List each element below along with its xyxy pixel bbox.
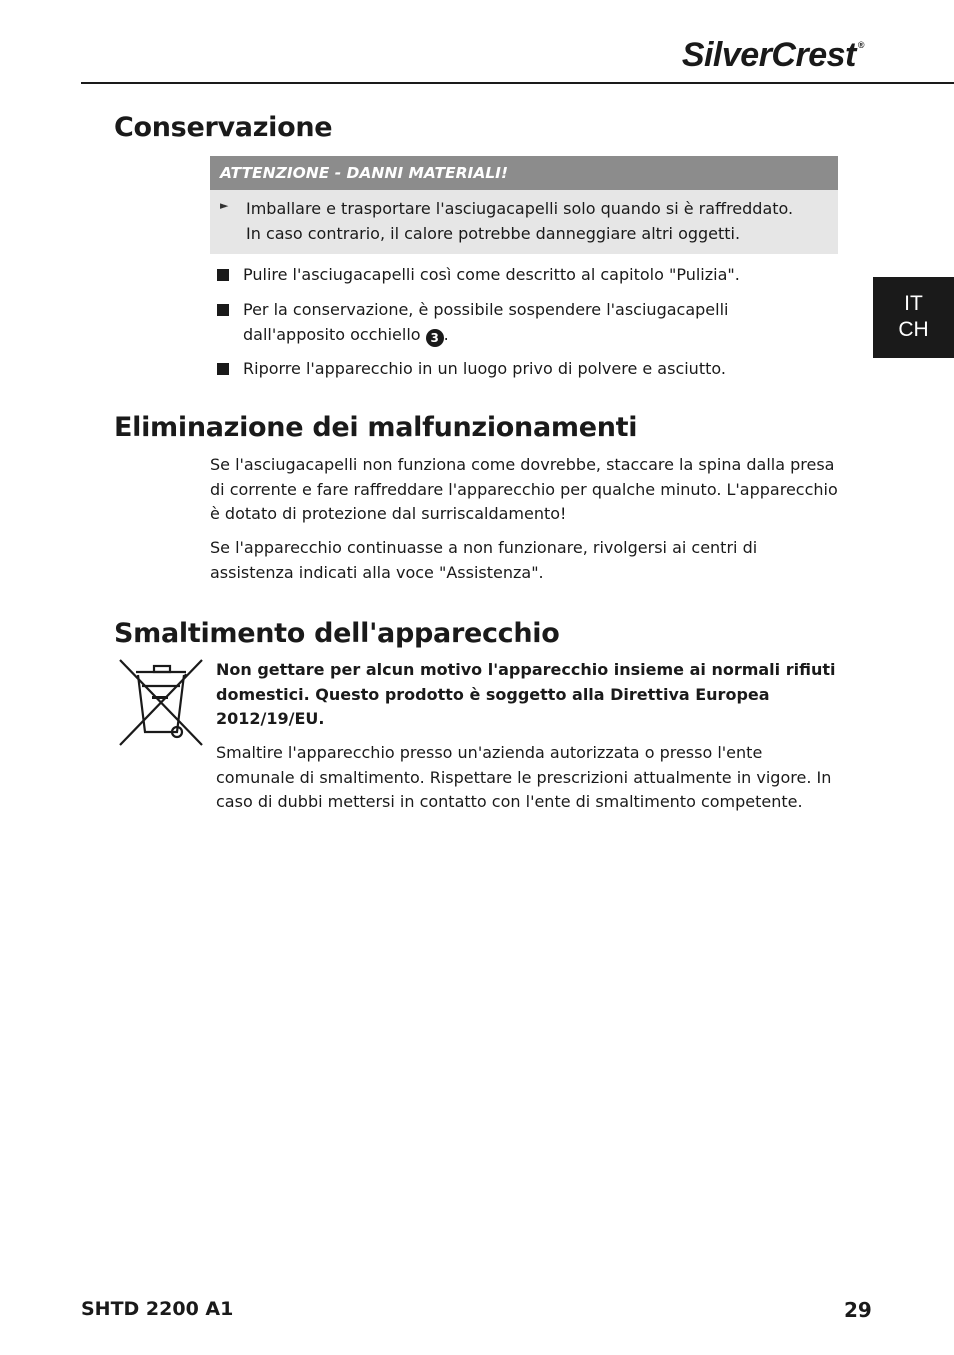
footer-model-number: SHTD 2200 A1 [81, 1298, 234, 1320]
list-item-text: Per la conservazione, è possibile sospendere l'asciugacapelli dall'apposito occhiello [243, 300, 729, 344]
paragraph: Smaltire l'apparecchio presso un'azienda autorizzata o presso l'ente comunale di smaltimento. Rispettare le prescrizioni attualmente in vigore. In caso di dubbi mettersi in contatto con l'ente di smaltimento competente. [216, 743, 832, 811]
header-rule [81, 82, 954, 84]
language-tab-ch: CH [898, 318, 929, 341]
section-title-smaltimento: Smaltimento dell'apparecchio [114, 618, 560, 649]
section-title-conservazione: Conservazione [114, 112, 333, 143]
brand-name: SilverCrest [681, 36, 856, 74]
paragraph: Se l'asciugacapelli non funziona come dovrebbe, staccare la spina dalla presa di corrente e fare raffreddare l'apparecchio per qualche minuto. L'apparecchio è dotato di protezione dal surriscaldamento! [210, 455, 838, 523]
paragraph: Se l'apparecchio continuasse a non funzionare, rivolgersi ai centri di assistenza indicati alla voce "Assistenza". [210, 538, 758, 582]
page-number: 29 [844, 1298, 872, 1322]
list-item: Riporre l'apparecchio in un luogo privo di polvere e asciutto. [243, 359, 726, 378]
reference-number-badge: 3 [426, 329, 444, 347]
list-item: Pulire l'asciugacapelli così come descritto al capitolo "Pulizia". [243, 265, 740, 284]
section-title-malfunzionamenti: Eliminazione dei malfunzionamenti [114, 412, 638, 443]
crossed-out-wheelie-bin-icon [116, 656, 206, 748]
warning-line: In caso contrario, il calore potrebbe danneggiare altri oggetti. [246, 223, 741, 243]
list-item [243, 298, 833, 347]
warning-text [246, 197, 826, 246]
list-item-end: . [443, 324, 449, 344]
brand-logo [682, 36, 864, 75]
square-bullet-icon [217, 304, 229, 316]
warning-title: ATTENZIONE - DANNI MATERIALI! [210, 156, 838, 190]
square-bullet-icon [217, 269, 229, 281]
language-tab [873, 277, 954, 358]
square-bullet-icon [217, 363, 229, 375]
disposal-warning: Non gettare per alcun motivo l'apparecchio insieme ai normali rifiuti domestici. Questo prodotto è soggetto alla Direttiva Europea 2012/19/EU. [216, 660, 836, 728]
arrow-right-icon: ► [220, 199, 229, 212]
registered-mark: ® [857, 40, 864, 50]
language-tab-it: IT [904, 292, 923, 315]
warning-line: Imballare e trasportare l'asciugacapelli solo quando si è raffreddato. [246, 199, 794, 218]
